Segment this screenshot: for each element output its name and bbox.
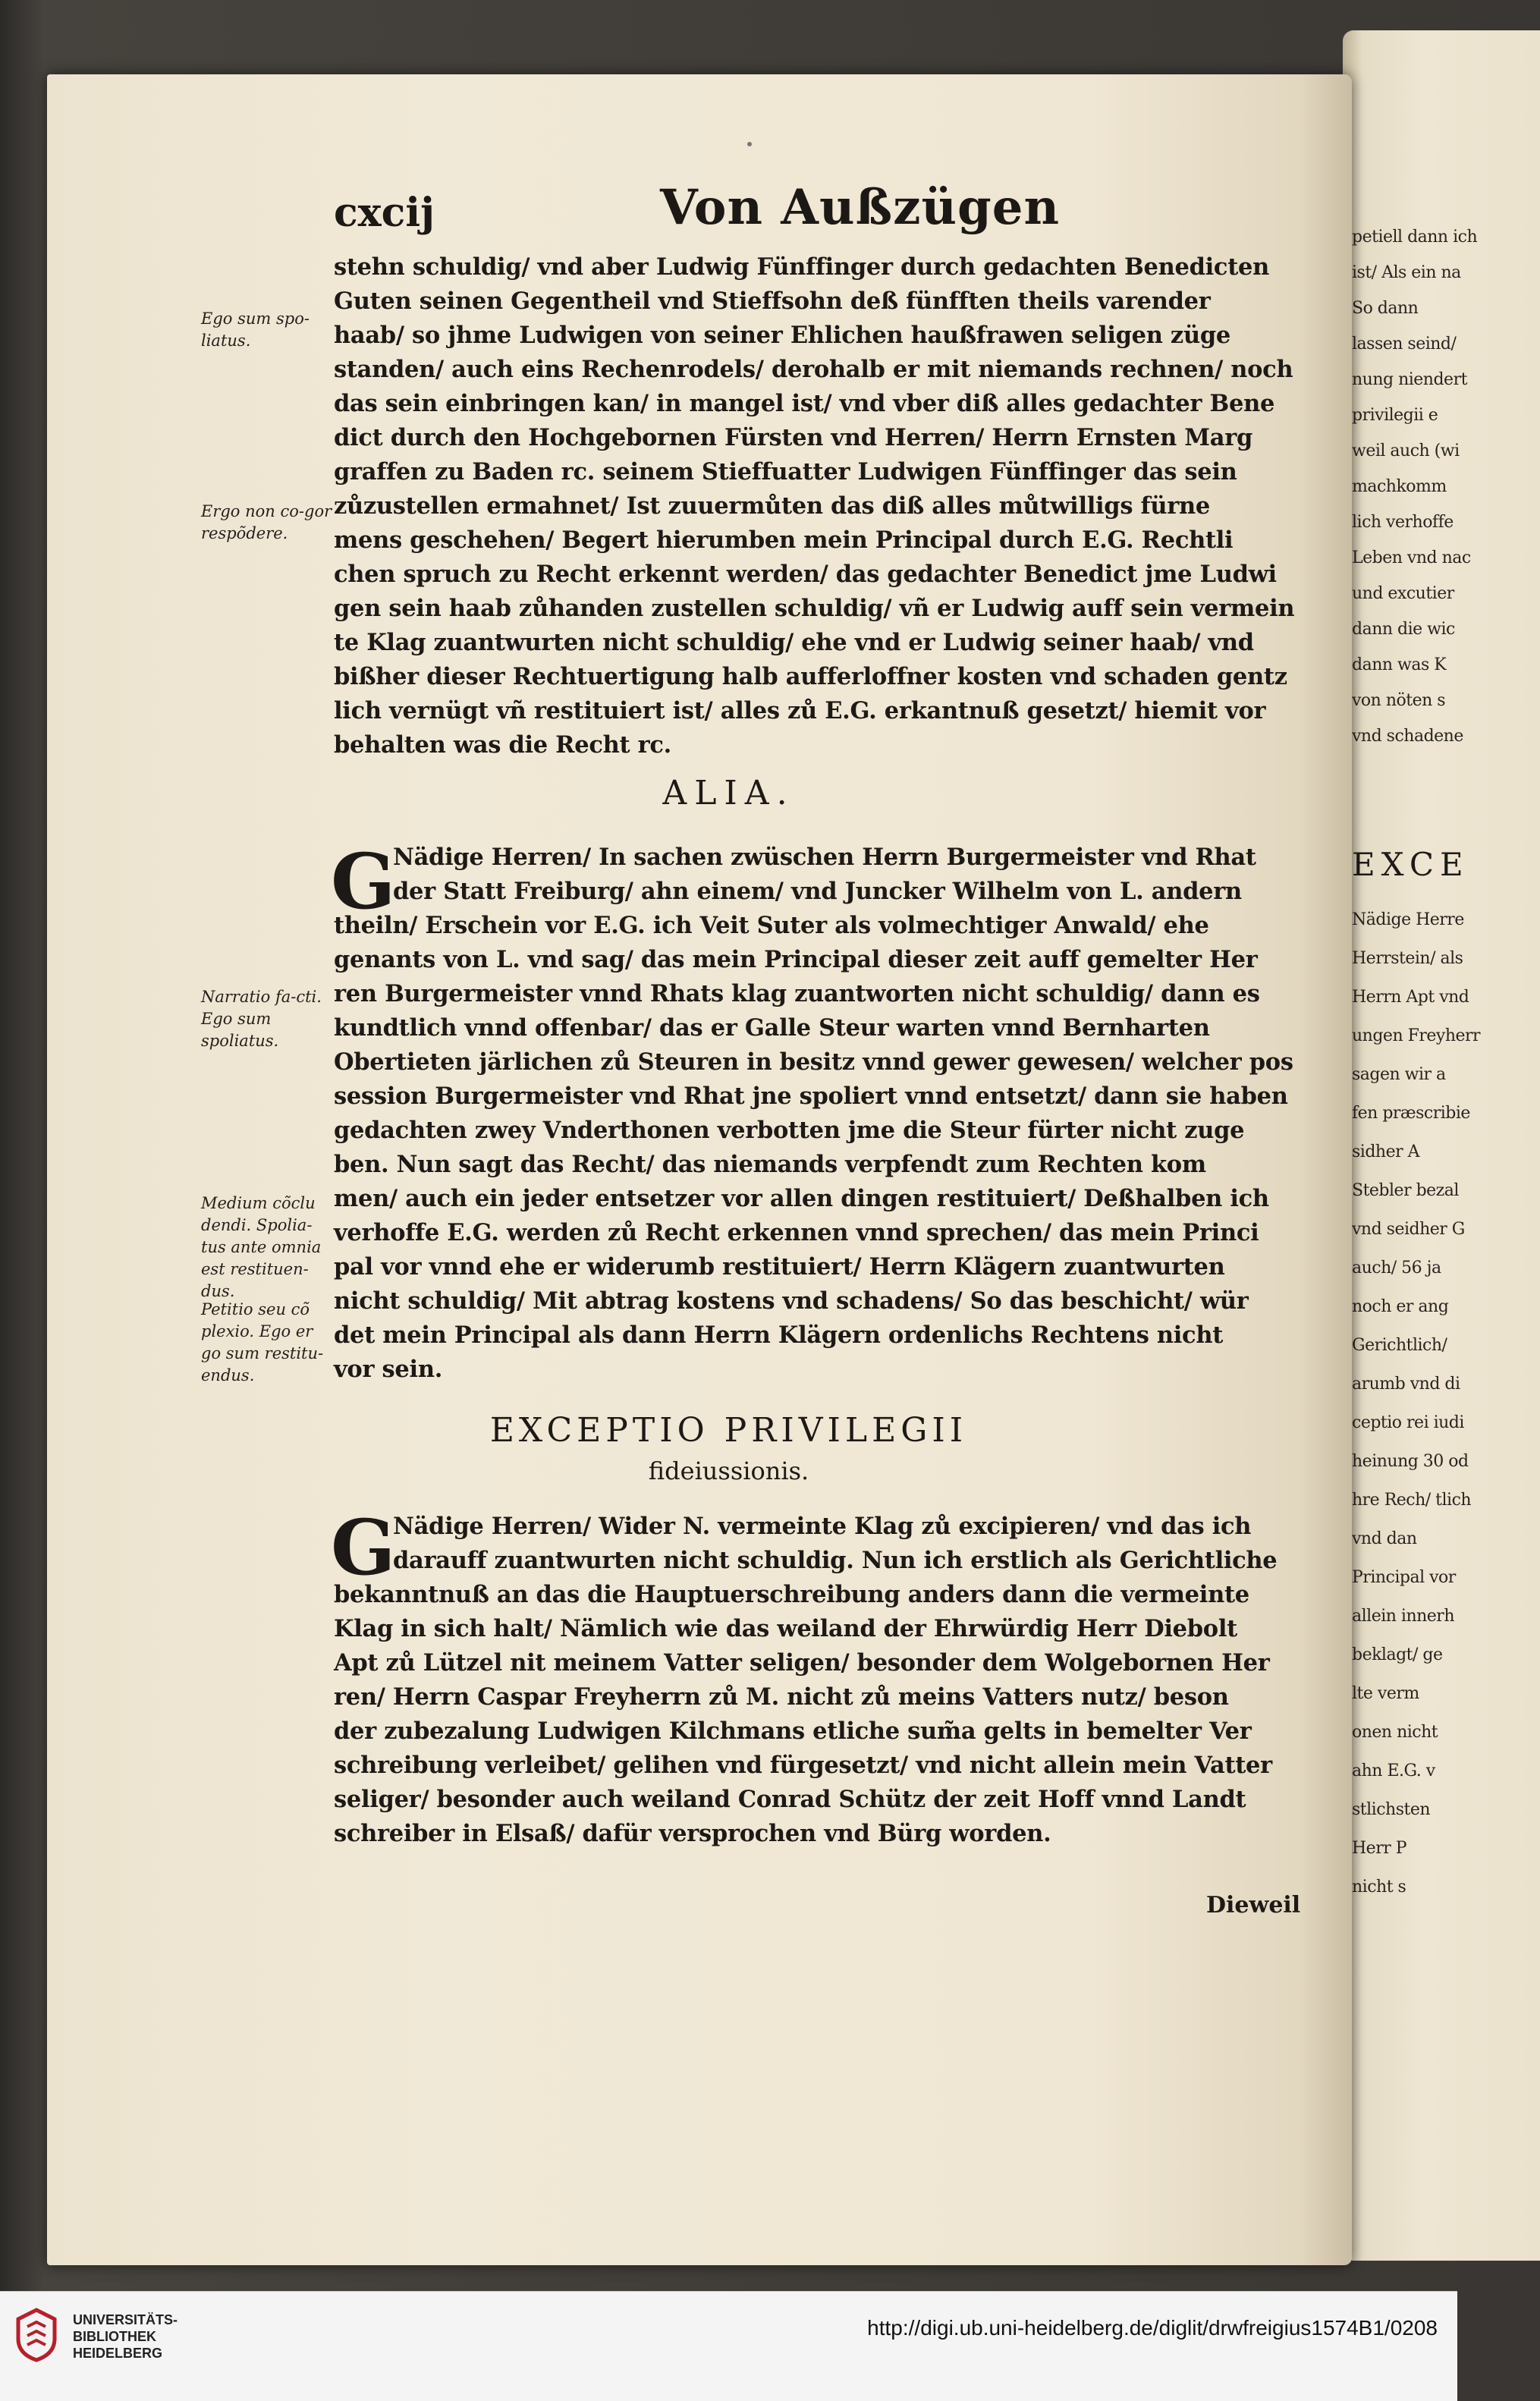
text-line: seliger/ besonder auch weiland Conrad Schütz der zeit Hoff vnnd Landt [334,1786,1246,1813]
text-line: chen spruch zu Recht erkennt werden/ das gedachter Benedict jme Ludwi [334,561,1277,588]
facing-text-line: weil auch (wi [1352,442,1460,460]
text-line: bekanntnuß an das die Hauptuerschreibung anders dann die vermeinte [334,1581,1249,1608]
facing-text-line: allein innerh [1352,1607,1454,1626]
text-line: te Klag zuantwurten nicht schuldig/ ehe vnd er Ludwig seiner haab/ vnd [334,629,1254,656]
text-block-2 [334,841,1312,1387]
facing-text-line: ist/ Als ein na [1352,263,1461,282]
text-line: genants von L. vnd sag/ das mein Principal dieser zeit auff gemelter Her [334,946,1258,973]
text-line: das sein einbringen kan/ in mangel ist/ vnd vber diß alles gedachter Bene [334,390,1275,417]
facing-text-line: dann was K [1352,655,1447,674]
facing-text-line: petiell dann ich [1352,228,1478,247]
facing-text-line: dann die wic [1352,620,1455,639]
text-line: session Burgermeister vnd Rhat jne spoliert vnnd entsetzt/ dann sie haben [334,1083,1288,1110]
permalink-url[interactable]: http://digi.ub.uni-heidelberg.de/diglit/drwfreigius1574B1/0208 [867,2316,1438,2340]
facing-text-line: heinung 30 od [1352,1452,1469,1471]
section-title-alia: ALIA. [662,774,795,812]
facing-text-line: stlichsten [1352,1800,1431,1819]
facing-text-line: Gerichtlich/ [1352,1336,1447,1355]
facing-text-line: nicht s [1352,1878,1406,1897]
text-line: standen/ auch eins Rechenrodels/ derohalb er mit niemands rechnen/ noch [334,356,1293,383]
text-line: nicht schuldig/ Mit abtrag kostens vnd schadens/ So das beschicht/ wür [334,1287,1249,1315]
text-line: graffen zu Baden rc. seinem Stieffuatter Ludwigen Fünffinger das sein [334,458,1237,486]
facing-text-line: Nädige Herre [1352,910,1464,929]
text-line: ren/ Herrn Caspar Freyherrn zů M. nicht zů meins Vatters nutz/ beson [334,1683,1229,1711]
drop-cap-g-2: G [331,1503,396,1592]
facing-text-line: Leben vnd nac [1352,548,1471,567]
facing-heading: EXCE [1352,846,1469,883]
facing-text-line: Stebler bezal [1352,1181,1459,1200]
section-subtitle: fideiussionis. [648,1457,809,1485]
running-head: Von Außzügen [660,179,1060,236]
facing-text-line: lte verm [1352,1684,1419,1703]
drop-cap-g: G [331,837,396,926]
text-line: vor sein. [334,1356,443,1383]
margin-note-3: Narratio fa-cti. Ego sum spoliatus. [201,988,322,1050]
text-line: dict durch den Hochgebornen Fürsten vnd Herren/ Herrn Ernsten Marg [334,424,1252,451]
page-dot [747,142,752,146]
margin-note-4: Medium cõclu dendi. Spolia-tus ante omnia est restituen-dus. [201,1194,322,1300]
text-line: zůzustellen ermahnet/ Ist zuuermůten das diß alles můtwilligs fürne [334,492,1210,520]
facing-text-line: Herr P [1352,1839,1407,1858]
facing-text-line: auch/ 56 ja [1352,1259,1441,1277]
text-line: Guten seinen Gegentheil vnd Stieffsohn deß fünfften theils varender [334,288,1211,315]
facing-text-line: vnd schadene [1352,727,1463,746]
facing-text-line: von nöten s [1352,691,1446,710]
facing-text-line: ahn E.G. v [1352,1761,1435,1780]
text-line: mens geschehen/ Begert hierumben mein Principal durch E.G. Rechtli [334,526,1234,554]
text-line: der zubezalung Ludwigen Kilchmans etliche sum̃a gelts in bemelter Ver [334,1717,1252,1745]
text-line: Nädige Herren/ Wider N. vermeinte Klag zů excipieren/ vnd das ich [393,1513,1252,1540]
facing-text-line: So dann [1352,299,1419,318]
facing-page [1343,30,1540,2261]
facing-text-line: Herrn Apt vnd [1352,988,1469,1007]
text-line: lich vernügt vñ restituiert ist/ alles zů E.G. erkantnuß gesetzt/ hiemit vor [334,697,1266,724]
margin-note-2: Ergo non co-gor respõdere. [201,502,332,542]
text-line: stehn schuldig/ vnd aber Ludwig Fünffinger durch gedachten Benedicten [334,253,1269,281]
facing-text-line: hre Rech/ tlich [1352,1491,1472,1510]
facing-text-line: vnd dan [1352,1529,1417,1548]
facing-text-line: nung niendert [1352,370,1467,389]
text-line: Klag in sich halt/ Nämlich wie das weiland der Ehrwürdig Herr Diebolt [334,1615,1237,1642]
text-line: der Statt Freiburg/ ahn einem/ vnd Juncker Wilhelm von L. andern [393,878,1242,905]
facing-text-line: und excutier [1352,584,1454,603]
text-line: gen sein haab zůhanden zustellen schuldig/ vñ er Ludwig auff sein vermein [334,595,1295,622]
text-block-3 [334,1510,1312,1851]
text-line: ren Burgermeister vnnd Rhats klag zuantworten nicht schuldig/ dann es [334,980,1260,1007]
logo-line-3: HEIDELBERG [73,2346,163,2361]
facing-text-line: sagen wir a [1352,1065,1446,1084]
text-line: kundtlich vnnd offenbar/ das er Galle Steur warten vnnd Bernharten [334,1014,1210,1042]
text-line: darauff zuantwurten nicht schuldig. Nun ich erstlich als Gerichtliche [393,1547,1278,1574]
library-footer [0,2291,1457,2401]
section-title-exceptio: EXCEPTIO PRIVILEGII [489,1411,968,1450]
text-line: verhoffe E.G. werden zů Recht erkennen vnnd sprechen/ das mein Princi [334,1219,1259,1246]
margin-note-5: Petitio seu cõ plexio. Ego er go sum restitu-endus. [201,1300,324,1384]
facing-text-line: vnd seidher G [1352,1220,1465,1239]
facing-text-line: ceptio rei iudi [1352,1413,1464,1432]
text-line: behalten was die Recht rc. [334,731,671,759]
logo-line-2: BIBLIOTHEK [73,2329,156,2344]
text-line: pal vor vnnd ehe er widerumb restituiert/ Herrn Klägern zuantwurten [334,1253,1225,1281]
facing-text-line: onen nicht [1352,1723,1438,1742]
text-line: schreibung verleibet/ gelihen vnd fürgesetzt/ vnd nicht allein mein Vatter [334,1752,1272,1779]
text-line: theiln/ Erschein vor E.G. ich Veit Suter als volmechtiger Anwald/ ehe [334,912,1209,939]
catchword: Dieweil [1206,1892,1301,1919]
library-logo-icon [15,2308,58,2362]
text-line: bißher dieser Rechtuertigung halb aufferloffner kosten vnd schaden gentz [334,663,1287,690]
facing-text-line: Principal vor [1352,1568,1456,1587]
facing-text-line: privilegii e [1352,406,1438,425]
text-line: schreiber in Elsaß/ dafür versprochen vnd Bürg worden. [334,1820,1051,1847]
text-line: Apt zů Lützel nit meinem Vatter seligen/ besonder dem Wolgebornen Her [334,1649,1270,1677]
text-line: det mein Principal als dann Herrn Klägern ordenlichs Rechtens nicht [334,1321,1223,1349]
facing-text-line: beklagt/ ge [1352,1645,1443,1664]
text-line: Nädige Herren/ In sachen zwüschen Herrn Burgermeister vnd Rhat [393,844,1256,871]
text-block-1 [334,250,1312,762]
facing-text-line: Herrstein/ als [1352,949,1463,968]
facing-text-line: lassen seind/ [1352,335,1457,354]
facing-text-line: arumb vnd di [1352,1375,1460,1394]
text-line: gedachten zwey Vnderthonen verbotten jme die Steur fürter nicht zuge [334,1117,1245,1144]
facing-text-line: machkomm [1352,477,1447,496]
facing-text-line: noch er ang [1352,1297,1449,1316]
text-line: ben. Nun sagt das Recht/ das niemands verpfendt zum Rechten kom [334,1151,1206,1178]
folio-number: cxcij [334,190,435,236]
facing-text-line: ungen Freyherr [1352,1026,1481,1045]
facing-text-line: lich verhoffe [1352,513,1454,532]
text-line: men/ auch ein jeder entsetzer vor allen dingen restituiert/ Deßhalben ich [334,1185,1269,1212]
facing-text-line: sidher A [1352,1142,1419,1161]
text-line: Obertieten järlichen zů Steuren in besitz vnnd gewer gewesen/ welcher pos [334,1048,1293,1076]
logo-line-1: UNIVERSITÄTS- [73,2312,178,2327]
margin-note-1: Ego sum spo-liatus. [201,310,310,350]
text-line: haab/ so jhme Ludwigen von seiner Ehlichen haußfrawen seligen züge [334,322,1230,349]
facing-text-line: fen præscribie [1352,1104,1470,1123]
